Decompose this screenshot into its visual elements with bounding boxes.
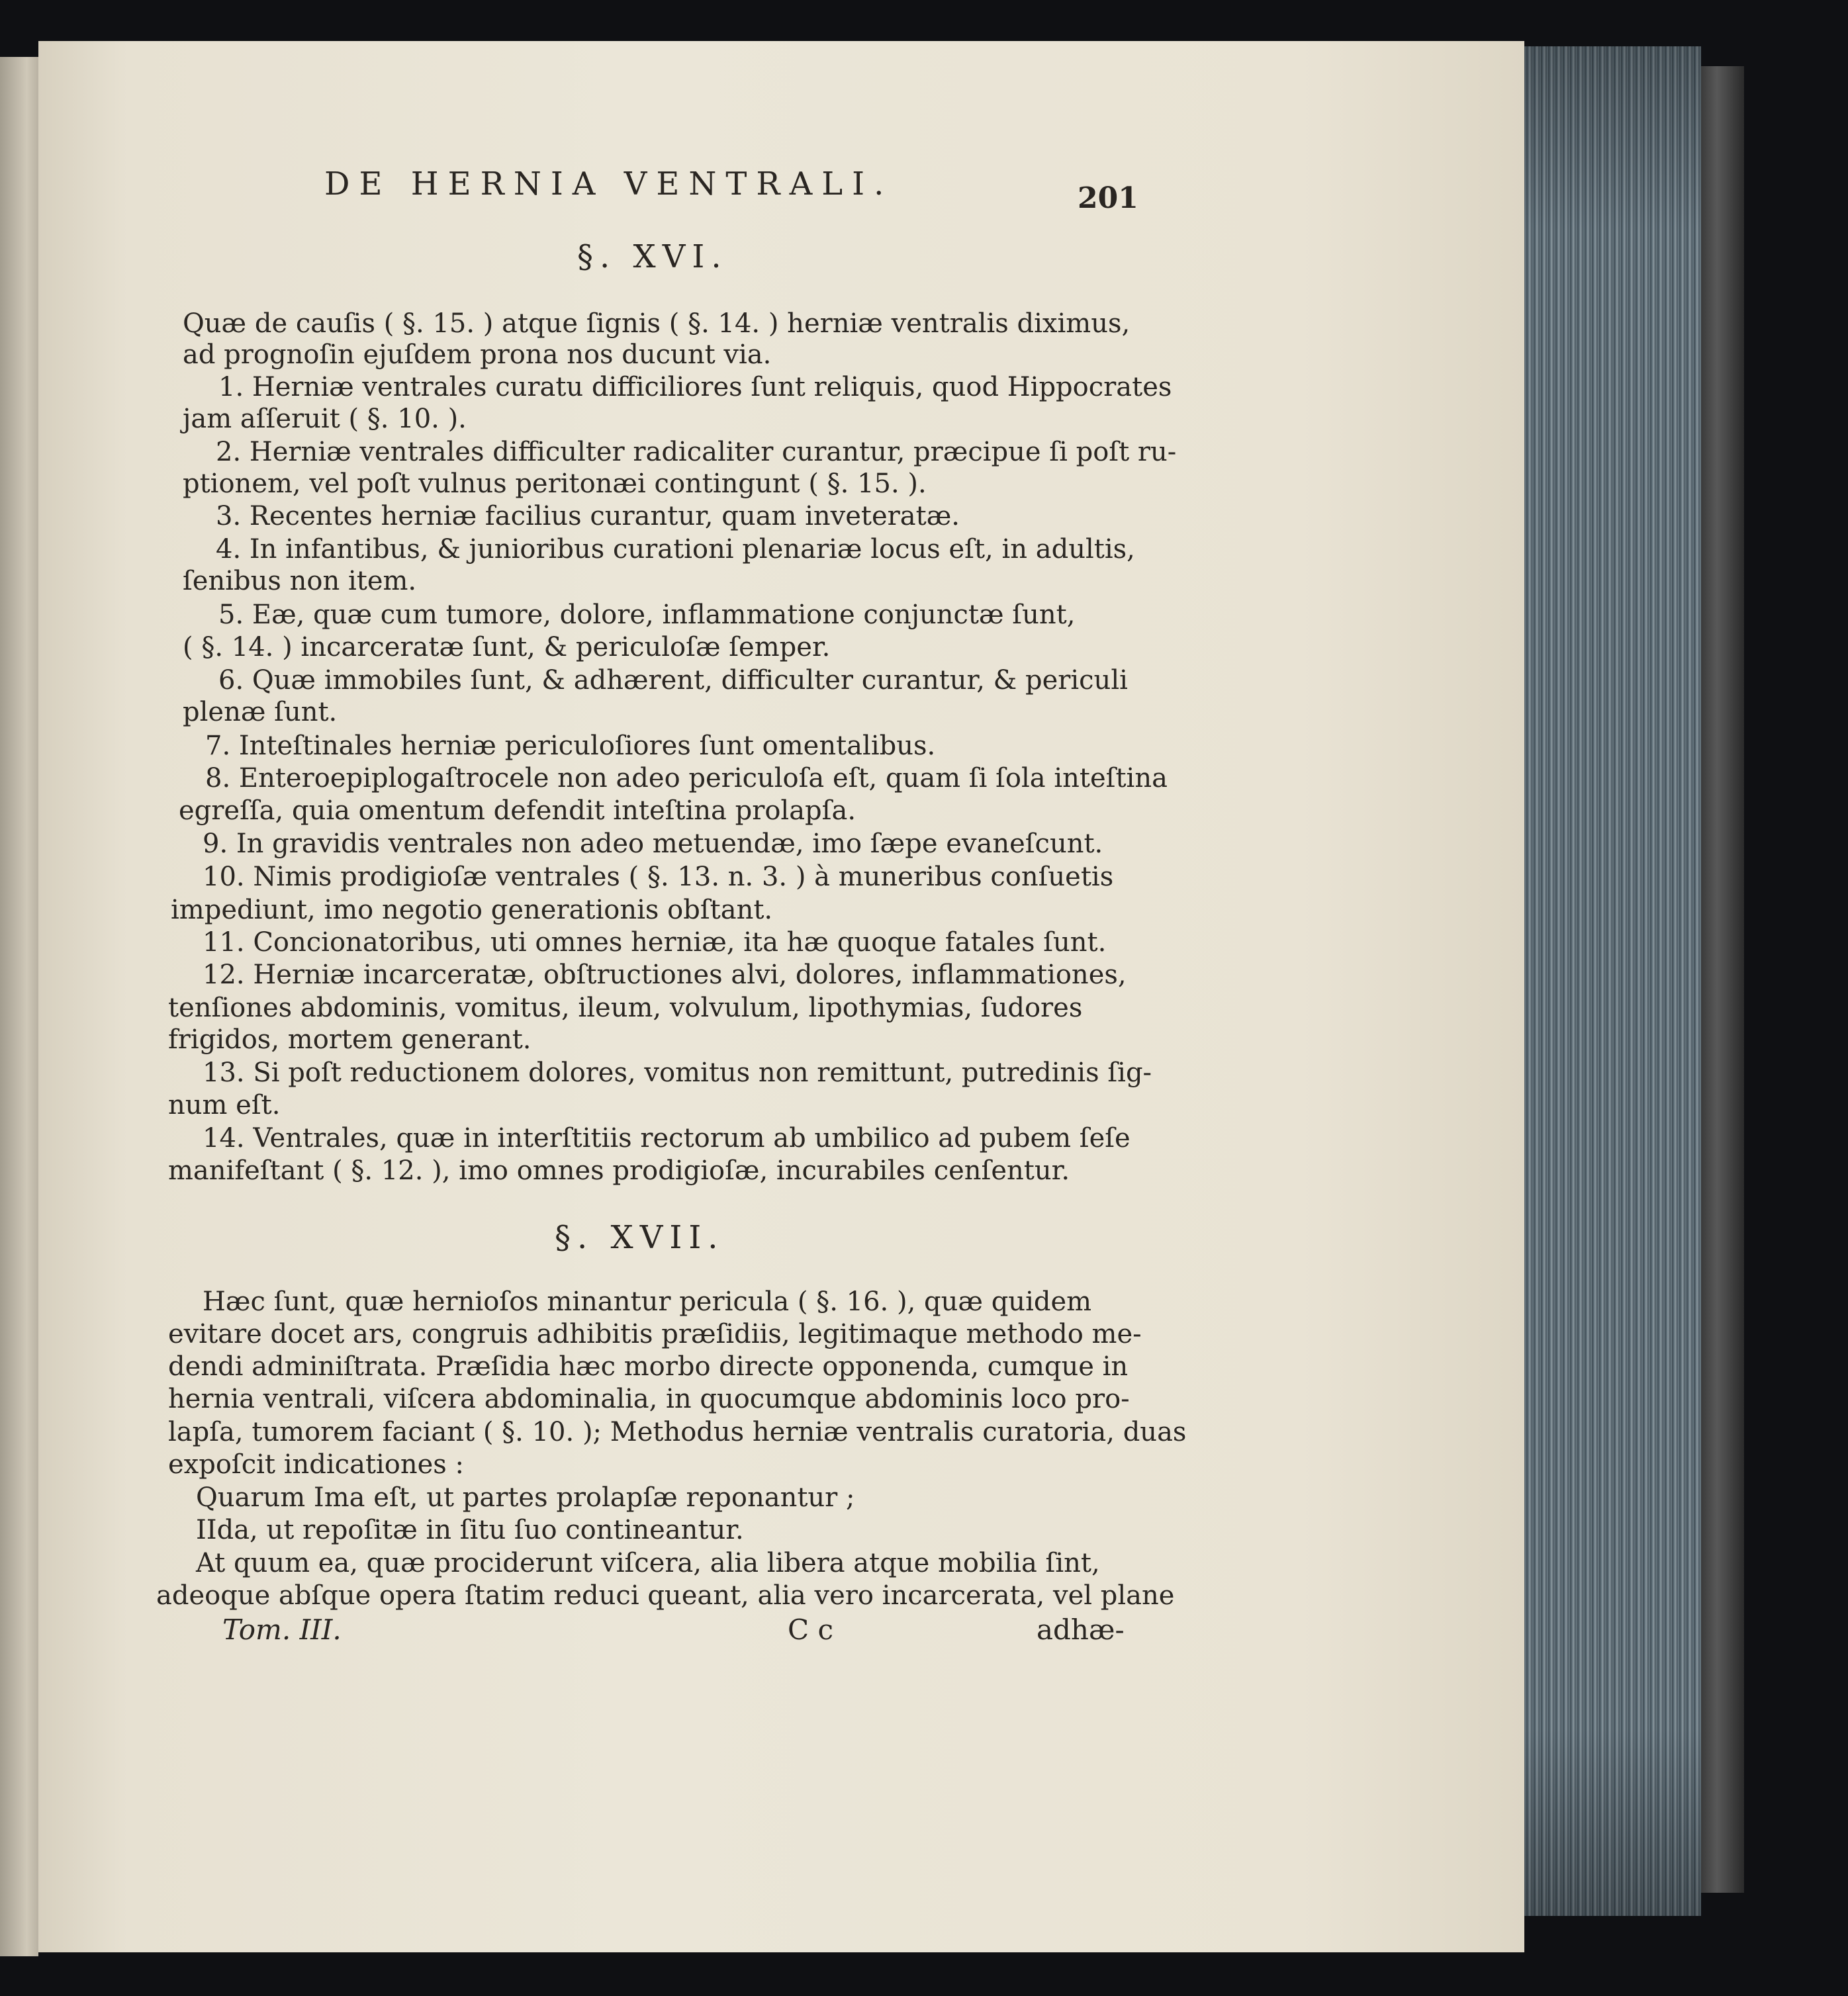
text-line: 5. Eæ, quæ cum tumore, dolore, inflammatione conjunctæ ſunt, [218,600,1076,630]
text-line: ſenibus non item. [183,566,417,596]
text-line: 6. Quæ immobiles ſunt, & adhærent, difficulter curantur, & periculi [218,665,1128,696]
text-line: jam aſſeruit ( §. 10. ). [183,404,467,434]
text-line: Hæc ſunt, quæ hernioſos minantur pericula ( §. 16. ), quæ quidem [203,1287,1092,1317]
text-line: 2. Herniæ ventrales difficulter radicaliter curantur, præcipue ſi poſt ru- [216,437,1177,467]
text-line: egreſſa, quia omentum defendit inteſtina prolapſa. [179,795,856,826]
text-line: tenſiones abdominis, vomitus, ileum, volvulum, lipothymias, ſudores [168,993,1083,1023]
text-line: 1. Herniæ ventrales curatu difficiliores ſunt reliquis, quod Hippocrates [218,372,1172,402]
text-line: expoſcit indicationes : [168,1449,465,1480]
section-heading-16: §. XVI. [577,238,728,275]
text-line: IIda, ut repoſitæ in ſitu ſuo contineantur. [196,1515,744,1545]
text-line: Quæ de cauſis ( §. 15. ) atque ſignis ( §. 14. ) herniæ ventralis diximus, [183,308,1131,339]
text-line: 14. Ventrales, quæ in interſtitiis rectorum ab umbilico ad pubem ſeſe [203,1123,1131,1154]
footer-catchword: adhæ- [1037,1613,1125,1646]
text-line: evitare docet ars, congruis adhibitis præſidiis, legitimaque methodo me- [168,1319,1142,1349]
running-head: DE HERNIA VENTRALI. [324,165,894,203]
book-cover-edge [1694,66,1744,1893]
text-line: 3. Recentes herniæ facilius curantur, quam inveteratæ. [216,501,960,531]
text-line: adeoque abſque opera ſtatim reduci queant, alia vero incarcerata, vel plane [156,1580,1175,1611]
text-line: frigidos, mortem generant. [168,1024,531,1055]
facing-page-edge [0,57,38,1956]
text-line: 4. In infantibus, & junioribus curationi plenariæ locus eſt, in adultis, [216,534,1135,565]
text-line: 7. Inteſtinales herniæ periculoſiores ſunt omentalibus. [205,731,936,761]
footer-volume: Tom. III. [222,1613,342,1646]
text-line: hernia ventrali, viſcera abdominalia, in quocumque abdominis loco pro- [168,1384,1130,1414]
text-line: ( §. 14. ) incarceratæ ſunt, & periculoſæ ſemper. [183,632,831,662]
text-line: 12. Herniæ incarceratæ, obſtructiones alvi, dolores, inflammationes, [203,960,1127,990]
section-heading-17: §. XVII. [555,1219,725,1256]
text-line: Quarum Ima eſt, ut partes prolapſæ reponantur ; [196,1482,855,1513]
text-line: num eſt. [168,1090,281,1120]
text-line: ad prognoſin ejuſdem prona nos ducunt via. [183,340,772,370]
text-line: dendi adminiſtrata. Præſidia hæc morbo directe opponenda, cumque in [168,1351,1129,1382]
text-line: impediunt, imo negotio generationis obſtant. [171,895,773,925]
text-line: At quum ea, quæ prociderunt viſcera, alia libera atque mobilia ſint, [196,1548,1100,1578]
page-number: 201 [1078,181,1138,215]
text-line: 10. Nimis prodigioſæ ventrales ( §. 13. n. 3. ) à muneribus conſuetis [203,862,1114,892]
text-line: 8. Enteroepiplogaſtrocele non adeo periculoſa eſt, quam ſi ſola inteſtina [205,763,1168,794]
footer-signature: C c [788,1613,834,1646]
text-line: 11. Concionatoribus, uti omnes herniæ, ita hæ quoque fatales ſunt. [203,927,1107,958]
text-line: ptionem, vel poſt vulnus peritonæi contingunt ( §. 15. ). [183,469,927,499]
text-line: plenæ ſunt. [183,697,338,727]
text-line: 13. Si poſt reductionem dolores, vomitus non remittunt, putredinis ſig- [203,1058,1152,1088]
text-line: lapſa, tumorem faciant ( §. 10. ); Methodus herniæ ventralis curatoria, duas [168,1417,1187,1447]
text-line: 9. In gravidis ventrales non adeo metuendæ, imo ſæpe evaneſcunt. [203,829,1103,859]
text-line: manifeſtant ( §. 12. ), imo omnes prodigioſæ, incurabiles cenſentur. [168,1156,1070,1186]
